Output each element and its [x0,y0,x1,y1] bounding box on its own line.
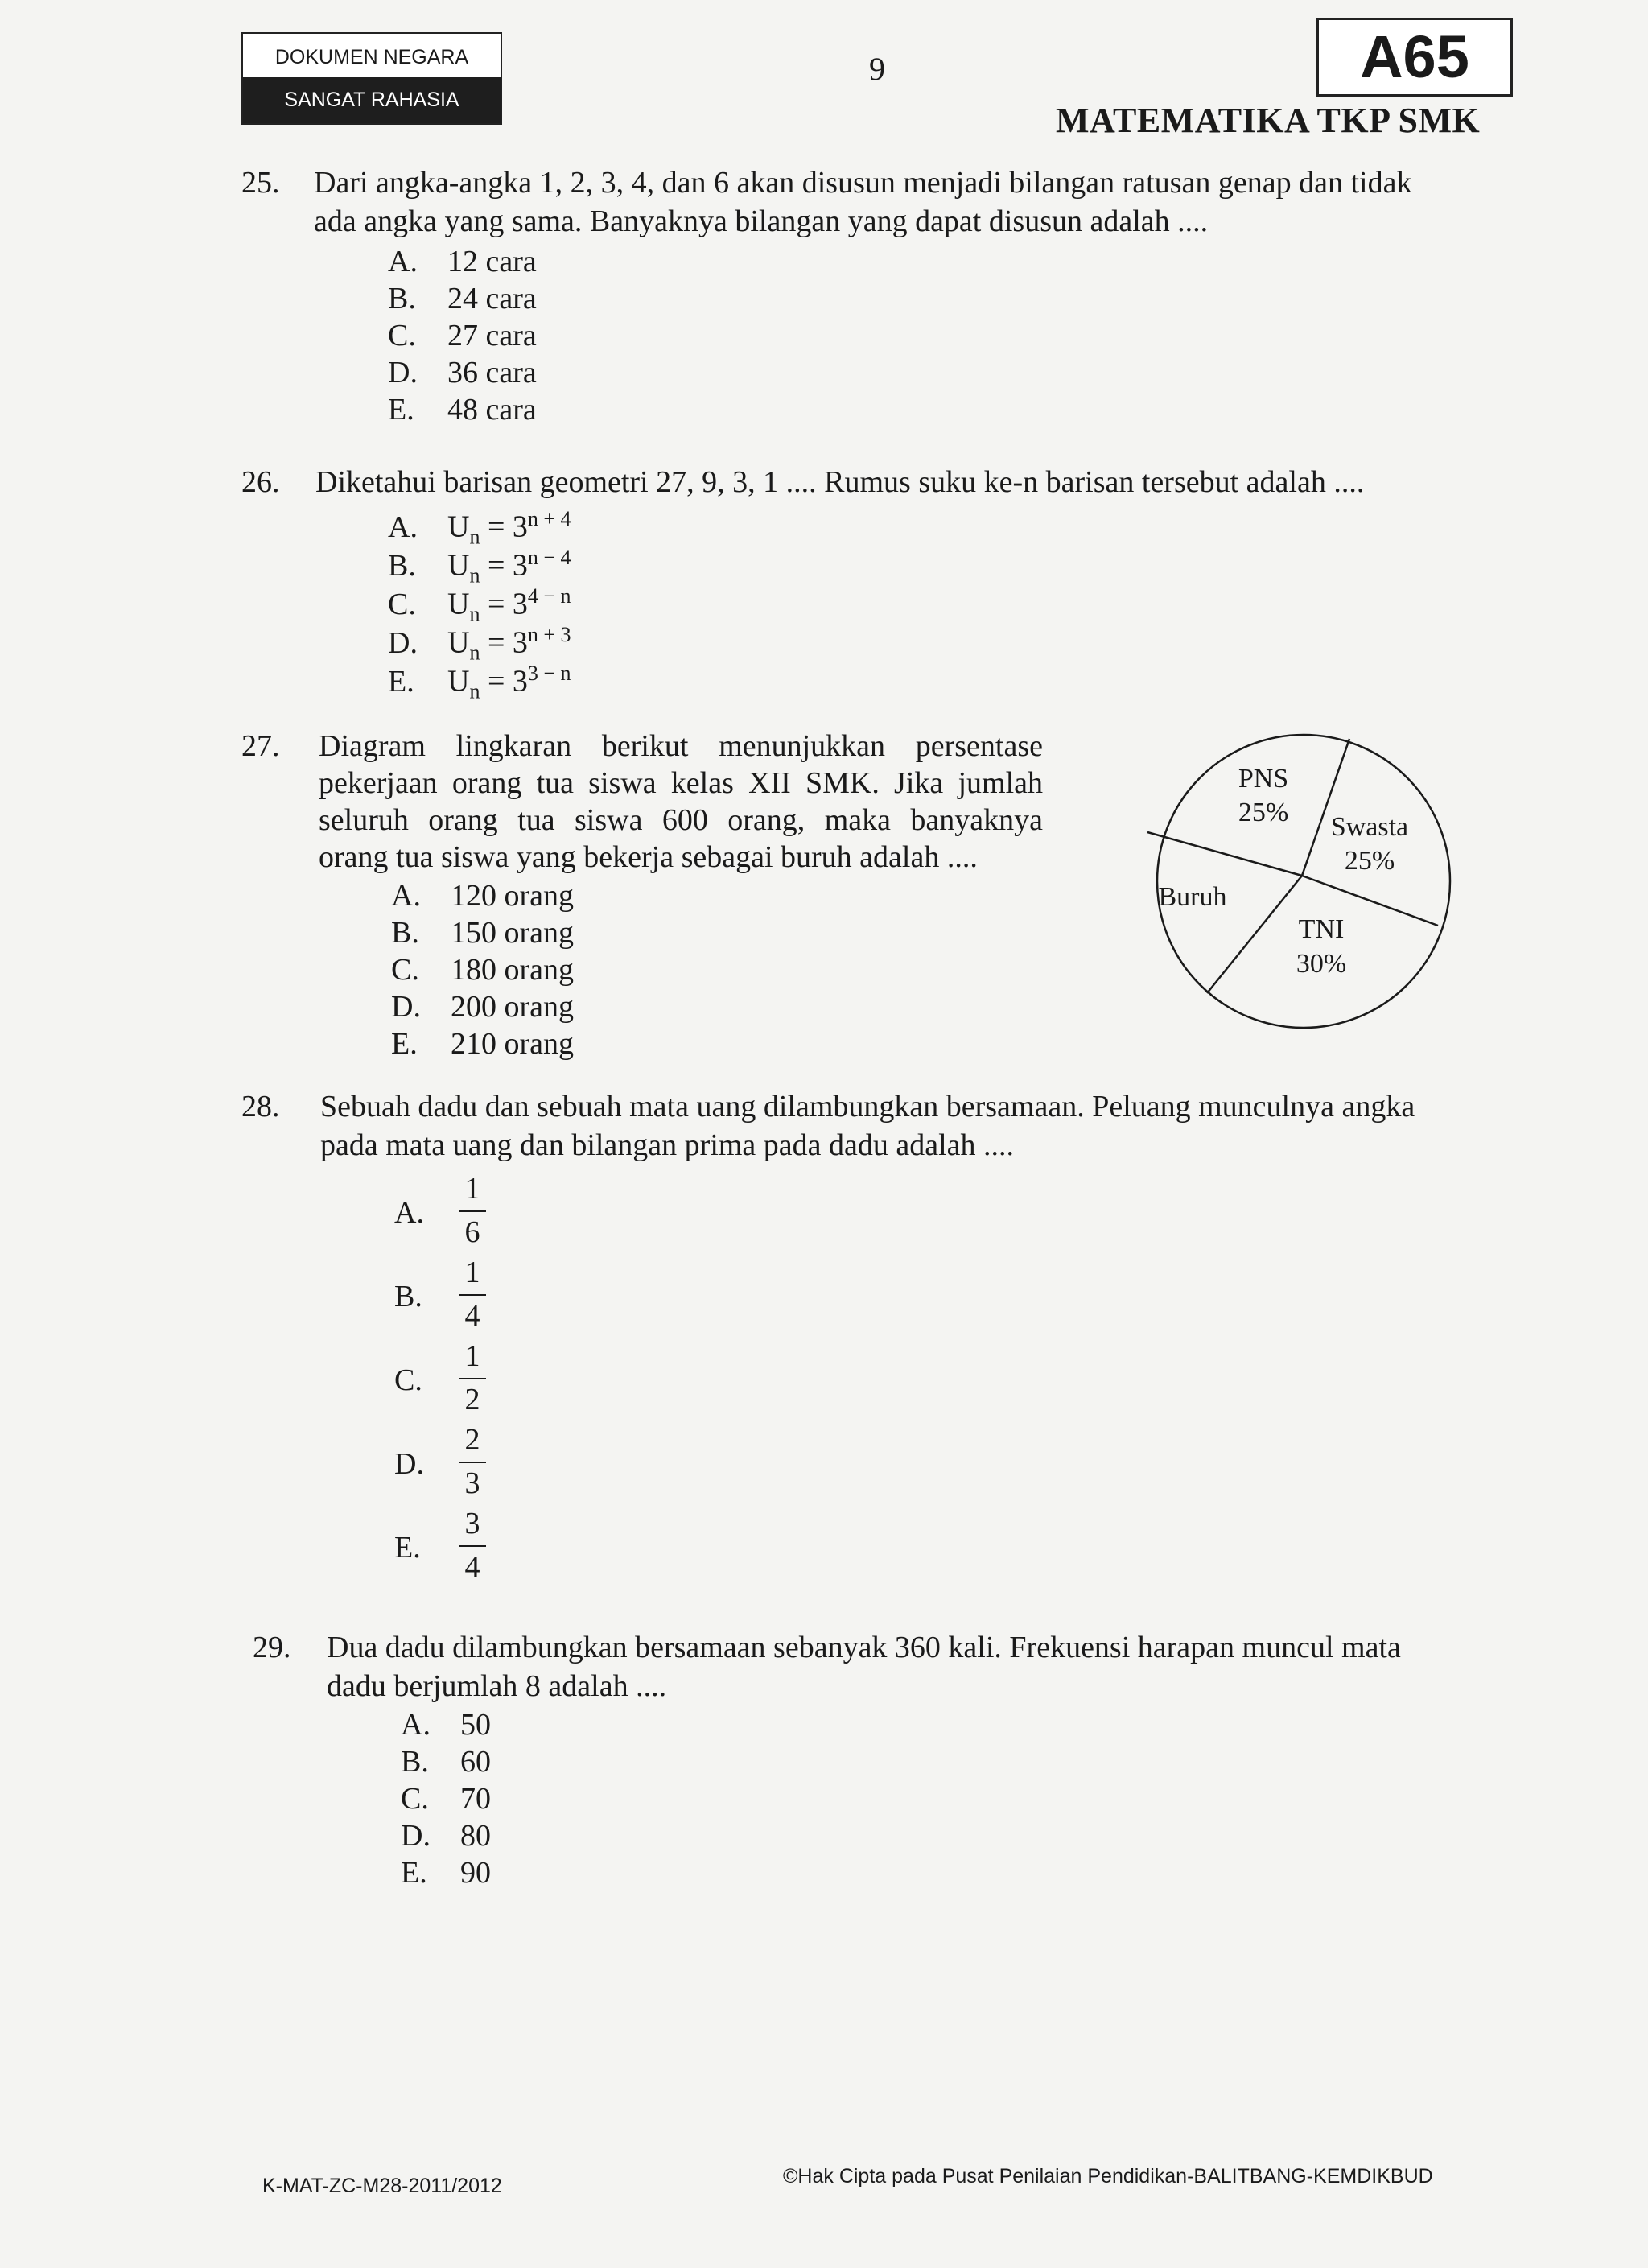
option-e [388,655,571,710]
question-number: 25. [241,166,280,200]
fraction-bar [459,1294,486,1296]
slice-label-buruh: Buruh [1158,882,1227,912]
slice-value-pns: 25% [1238,798,1289,827]
option-letter: C. [388,587,416,621]
slice-value-tni: 30% [1296,949,1347,979]
pie-divider-pns-buruh [1147,832,1302,876]
question-27 [241,728,1078,1066]
fraction-denominator: 3 [464,1466,480,1500]
question-number: 26. [241,465,280,499]
option-letter: B. [388,282,416,315]
option-text: 180 orang [451,953,575,987]
fraction-denominator: 6 [464,1215,480,1249]
option-text: 50 [460,1708,491,1742]
option-a [388,243,537,280]
option-c [391,951,574,988]
option-b [401,1743,491,1780]
fraction-denominator: 2 [464,1383,480,1416]
question-25 [241,164,1529,438]
pie-chart [1143,732,1465,1030]
option-letter: D. [388,356,418,390]
option-c [394,1339,499,1420]
option-a [394,1172,499,1252]
option-letter: C. [388,319,416,353]
formula-equals: = 3 [480,548,528,583]
question-stem-line: Dua dadu dilambungkan bersamaan sebanyak 360 kali. Frekuensi harapan muncul mata [327,1631,1401,1664]
formula-subscript: n [469,641,480,665]
formula-base: U [447,625,470,660]
question-stem-line: Diagram lingkaran berikut menunjukkan persentase [319,729,1043,763]
formula-exponent: n + 3 [527,623,571,646]
option-letter: E. [401,1856,427,1890]
fraction-numerator: 1 [464,1256,480,1289]
option-letter: B. [388,548,416,583]
question-stem-line: Dari angka-angka 1, 2, 3, 4, dan 6 akan disusun menjadi bilangan ratusan genap dan tidak [314,166,1412,200]
option-a [391,877,574,914]
formula-subscript: n [469,602,480,626]
option-letter: A. [391,879,421,913]
option-text: 200 orang [451,990,575,1024]
option-d [394,1423,499,1503]
document-classification-badge [241,32,502,125]
question-stem-line: ada angka yang sama. Banyaknya bilangan yang dapat disusun adalah .... [314,204,1209,238]
formula-subscript: n [469,525,480,549]
slice-label-swasta: Swasta [1330,812,1409,842]
option-d [391,988,574,1025]
option-letter: A. [388,509,418,544]
question-26 [241,464,1529,705]
option-letter: B. [394,1280,422,1313]
option-letter: E. [394,1531,421,1565]
subject-title: MATEMATIKA TKP SMK [1056,101,1481,140]
option-d [401,1817,491,1854]
formula-equals: = 3 [480,664,528,699]
option-letter: A. [394,1196,424,1230]
option-b [394,1256,499,1336]
formula-exponent: 3 − n [527,662,571,685]
formula-equals: = 3 [480,587,528,621]
option-e [394,1507,499,1587]
option-text: 120 orang [451,879,575,913]
question-number: 27. [241,729,280,763]
question-stem-line: dadu berjumlah 8 adalah .... [327,1669,667,1703]
option-text: 70 [460,1782,491,1816]
option-letter: B. [391,916,419,950]
option-letter: D. [388,625,418,660]
question-28 [241,1088,1529,1603]
option-text: 24 cara [447,282,537,315]
option-text: 12 cara [447,245,537,278]
question-stem-line: orang tua siswa yang bekerja sebagai buruh adalah .... [319,840,978,874]
pie-divider-pns-swasta [1302,739,1349,876]
option-text: 36 cara [447,356,537,390]
formula-subscript: n [469,563,480,588]
option-letter: C. [401,1782,429,1816]
option-text: 90 [460,1856,491,1890]
fraction-bar [459,1210,486,1212]
slice-value-swasta: 25% [1344,846,1395,876]
fraction-numerator: 3 [464,1507,480,1540]
formula-exponent: n − 4 [527,546,571,569]
question-stem-line: seluruh orang tua siswa 600 orang, maka banyaknya [319,803,1043,837]
option-d [388,354,537,391]
slice-label-pns: PNS [1238,764,1289,794]
fraction-denominator: 4 [464,1299,480,1333]
page-number: 9 [869,51,885,87]
exam-code-box: A65 [1316,18,1513,97]
option-text: 27 cara [447,319,537,353]
question-stem-line: Diketahui barisan geometri 27, 9, 3, 1 .... Rumus suku ke-n barisan tersebut adalah .... [315,465,1365,499]
pie-outline [1157,735,1450,1028]
question-29 [253,1629,1540,1903]
formula-base: U [447,548,470,583]
formula-equals: = 3 [480,509,528,544]
doc-classification-top: DOKUMEN NEGARA [243,34,501,77]
option-b [388,280,537,317]
option-e [388,391,537,428]
option-letter: A. [388,245,418,278]
formula-subscript: n [469,679,480,703]
fraction-numerator: 1 [464,1339,480,1373]
fraction-denominator: 4 [464,1550,480,1584]
question-number: 28. [241,1090,280,1124]
option-letter: E. [388,664,414,699]
option-b [391,914,574,951]
formula-exponent: n + 4 [527,507,571,530]
fraction-numerator: 1 [464,1172,480,1206]
option-letter: A. [401,1708,431,1742]
footer-copyright: ©Hak Cipta pada Pusat Penilaian Pendidikan-BALITBANG-KEMDIKBUD [783,2165,1433,2188]
formula-equals: = 3 [480,625,528,660]
fraction-bar [459,1545,486,1547]
question-stem-line: pada mata uang dan bilangan prima pada dadu adalah .... [320,1128,1015,1162]
option-letter: C. [394,1363,422,1397]
option-letter: D. [401,1819,431,1853]
question-stem-line: pekerjaan orang tua siswa kelas XII SMK. Jika jumlah [319,766,1043,800]
question-stem-line: Sebuah dadu dan sebuah mata uang dilambungkan bersamaan. Peluang munculnya angka [320,1090,1415,1124]
option-text: 210 orang [451,1027,575,1061]
option-text: 48 cara [447,393,537,427]
fraction-bar [459,1378,486,1379]
option-a [401,1706,491,1743]
formula-exponent: 4 − n [527,584,571,608]
option-letter: E. [388,393,414,427]
slice-label-tni: TNI [1298,914,1345,944]
doc-classification-bottom: SANGAT RAHASIA [243,77,501,123]
fraction-numerator: 2 [464,1423,480,1457]
option-letter: D. [394,1447,424,1481]
option-e [391,1025,574,1062]
formula-base: U [447,587,470,621]
fraction-bar [459,1462,486,1463]
option-text: 60 [460,1745,491,1779]
formula-base: U [447,664,470,699]
question-number: 29. [253,1631,291,1664]
option-letter: D. [391,990,421,1024]
formula-base: U [447,509,470,544]
option-text: 80 [460,1819,491,1853]
option-c [388,317,537,354]
option-c [401,1780,491,1817]
option-text: 150 orang [451,916,575,950]
option-letter: E. [391,1027,418,1061]
option-letter: C. [391,953,419,987]
footer-exam-code: K-MAT-ZC-M28-2011/2012 [262,2175,502,2197]
option-letter: B. [401,1745,429,1779]
option-e [401,1854,491,1891]
